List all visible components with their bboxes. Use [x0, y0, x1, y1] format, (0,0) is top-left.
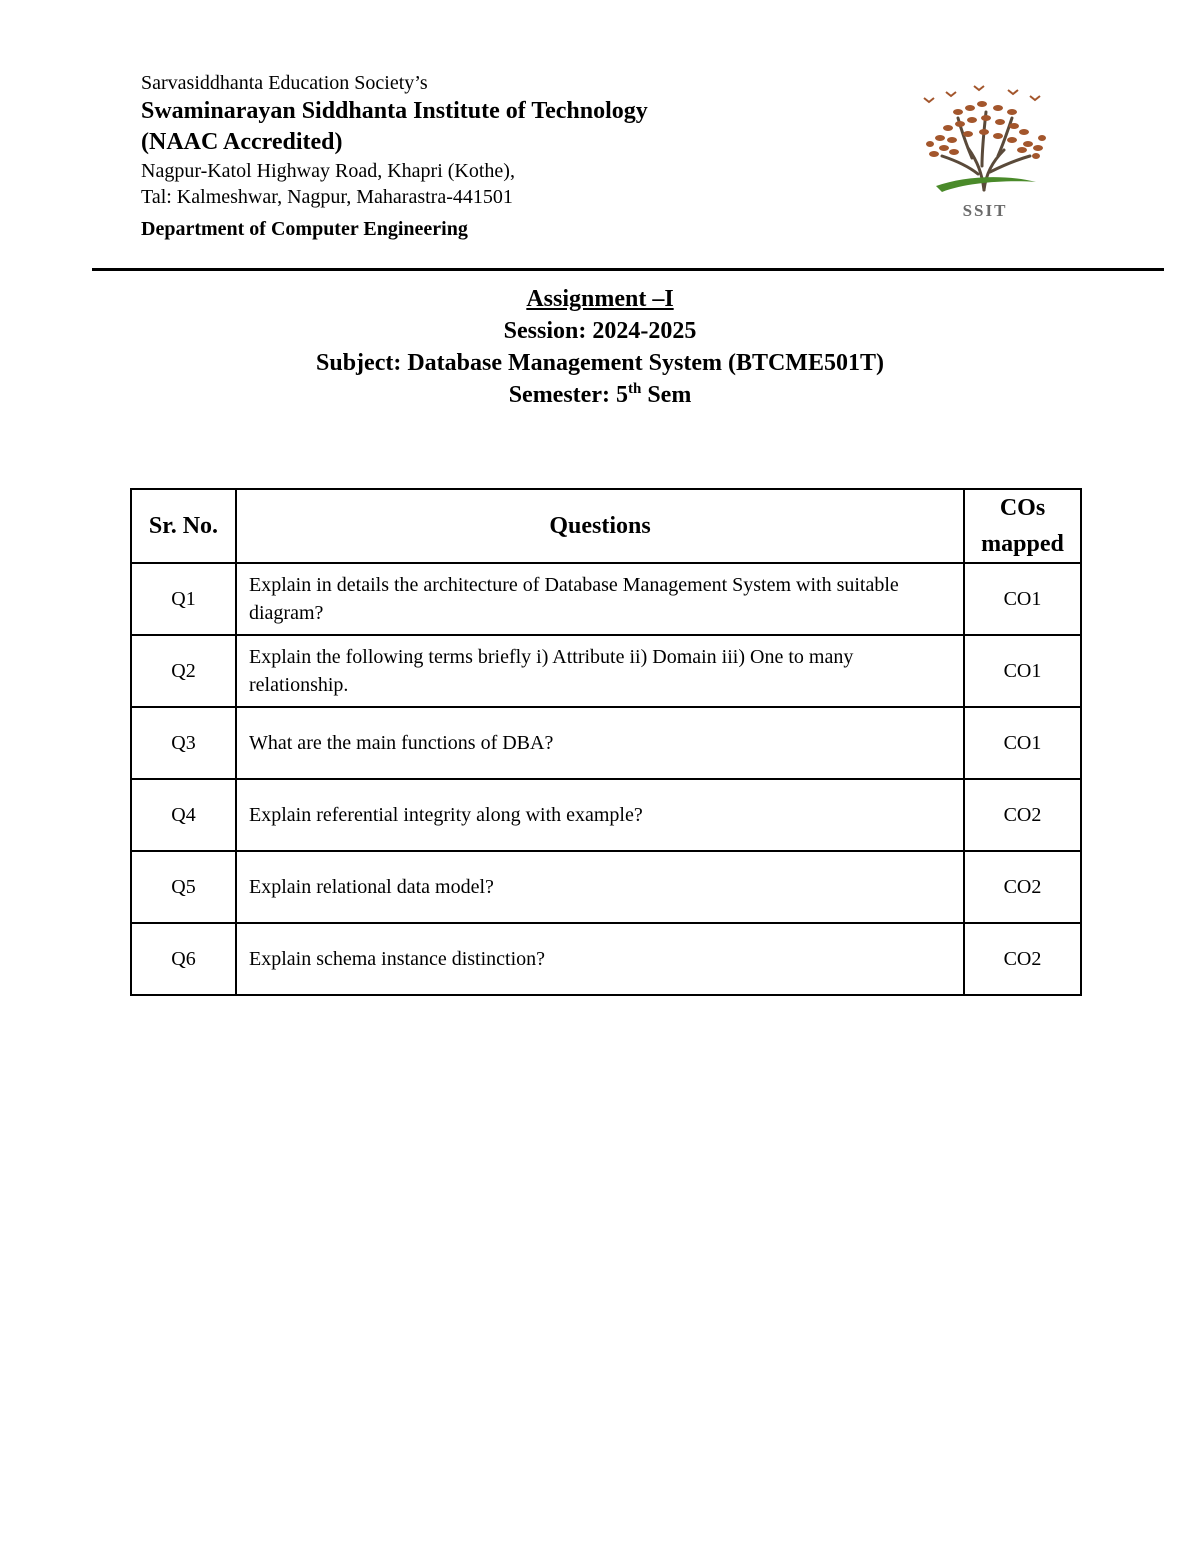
logo-text: SSIT	[962, 201, 1008, 220]
header-sr-no: Sr. No.	[131, 489, 236, 563]
subject-title: Subject: Database Management System (BTCME501T)	[316, 350, 884, 376]
co-mapped: CO2	[964, 779, 1081, 851]
assignment-title: Assignment –I	[526, 286, 674, 312]
question-number: Q2	[131, 635, 236, 707]
address-line-1: Nagpur-Katol Highway Road, Khapri (Kothe),	[141, 160, 515, 182]
co-mapped: CO1	[964, 563, 1081, 635]
header-cos-line2: mapped	[981, 531, 1064, 557]
co-mapped: CO1	[964, 635, 1081, 707]
question-text: What are the main functions of DBA?	[236, 707, 964, 779]
table-row	[131, 851, 1081, 923]
question-text: Explain in details the architecture of Database Management System with suitable diagram?	[236, 563, 964, 635]
table-row	[131, 923, 1081, 995]
header-questions: Questions	[236, 489, 964, 563]
co-mapped: CO2	[964, 851, 1081, 923]
header-cos-mapped	[964, 489, 1081, 563]
table-header-row	[131, 489, 1081, 563]
semester-prefix: Semester: 5	[508, 382, 628, 408]
header-divider	[92, 268, 1164, 271]
question-number: Q6	[131, 923, 236, 995]
institute-header	[141, 70, 861, 242]
department-name: Department of Computer Engineering	[141, 218, 468, 240]
society-name: Sarvasiddhanta Education Society’s	[141, 72, 428, 94]
question-number: Q4	[131, 779, 236, 851]
question-text: Explain schema instance distinction?	[236, 923, 964, 995]
assignment-titles	[0, 283, 1200, 411]
address-line-2: Tal: Kalmeshwar, Nagpur, Maharastra-441501	[141, 186, 513, 208]
table-row	[131, 779, 1081, 851]
accreditation-label: (NAAC Accredited)	[141, 129, 343, 155]
table-row	[131, 563, 1081, 635]
header-cos-line1: COs	[999, 495, 1046, 521]
question-number: Q3	[131, 707, 236, 779]
institute-logo	[912, 78, 1058, 230]
question-text: Explain referential integrity along with example?	[236, 779, 964, 851]
co-mapped: CO1	[964, 707, 1081, 779]
co-mapped: CO2	[964, 923, 1081, 995]
question-number: Q5	[131, 851, 236, 923]
table-row	[131, 707, 1081, 779]
question-number: Q1	[131, 563, 236, 635]
question-text: Explain the following terms briefly i) Attribute ii) Domain iii) One to many relationship.	[236, 635, 964, 707]
semester-title	[0, 379, 1200, 411]
semester-suffix: Sem	[641, 382, 692, 408]
questions-table	[130, 488, 1082, 996]
question-text: Explain relational data model?	[236, 851, 964, 923]
session-title: Session: 2024-2025	[503, 318, 697, 344]
institute-name: Swaminarayan Siddhanta Institute of Technology	[141, 98, 648, 124]
table-row	[131, 635, 1081, 707]
semester-superscript: th	[627, 381, 642, 397]
